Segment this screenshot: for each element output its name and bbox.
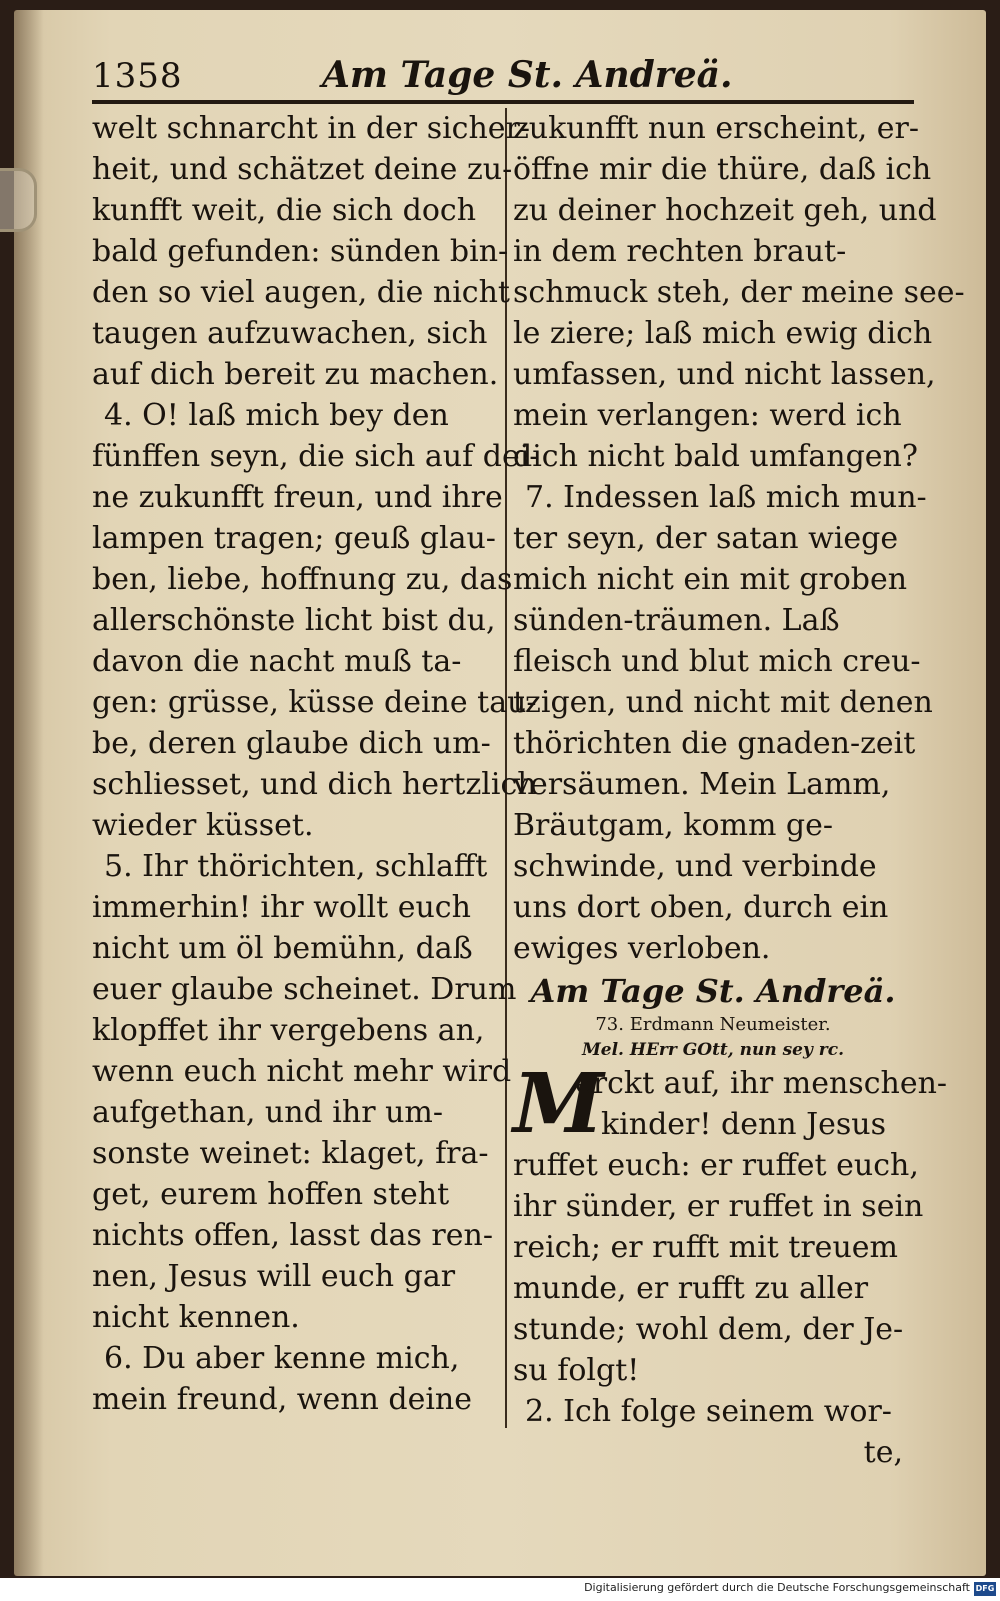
text-line: stunde; wohl dem, der Je- xyxy=(513,1312,904,1347)
text-line: allerschönste licht bist du, xyxy=(92,603,496,638)
text-line: aufgethan, und ihr um- xyxy=(92,1095,444,1130)
header-rule xyxy=(92,100,914,104)
text-line: schmuck steh, der meine see- xyxy=(513,275,965,310)
text-line: immerhin! ihr wollt euch xyxy=(92,890,471,925)
drop-cap: M xyxy=(513,1056,604,1152)
text-line: heit, und schätzet deine zu- xyxy=(92,152,513,187)
text-line: gen: grüsse, küsse deine tau- xyxy=(92,685,537,720)
page-clip xyxy=(0,168,37,232)
text-line: ter seyn, der satan wiege xyxy=(513,521,899,556)
text-line: in dem rechten braut- xyxy=(513,234,847,269)
text-line: wieder küsset. xyxy=(92,808,314,843)
text-line: ne zukunfft freun, und ihre xyxy=(92,480,503,515)
text-line: euer glaube scheinet. Drum xyxy=(92,972,517,1007)
text-line: bald gefunden: sünden bin- xyxy=(92,234,509,269)
text-line: mein freund, wenn deine xyxy=(92,1382,473,1417)
verse-7-start: 7. Indessen laß mich mun- xyxy=(525,480,927,515)
text-line: welt schnarcht in der sicher- xyxy=(92,111,531,146)
text-line: sünden-träumen. Laß xyxy=(513,603,840,638)
text-line: thörichten die gnaden-zeit xyxy=(513,726,916,761)
text-line: auf dich bereit zu machen. xyxy=(92,357,499,392)
text-line: kinder! denn Jesus xyxy=(601,1107,887,1142)
text-line: sonste weinet: klaget, fra- xyxy=(92,1136,489,1171)
digitization-credit: Digitalisierung gefördert durch die Deutsche Forschungsgemeinschaft xyxy=(584,1581,970,1594)
text-line: munde, er rufft zu aller xyxy=(513,1271,869,1306)
text-line: nen, Jesus will euch gar xyxy=(92,1259,456,1294)
text-line: Bräutgam, komm ge- xyxy=(513,808,834,843)
text-line: ruffet euch: er ruffet euch, xyxy=(513,1148,919,1183)
verse-6-start: 6. Du aber kenne mich, xyxy=(104,1341,460,1376)
text-line: klopffet ihr vergebens an, xyxy=(92,1013,485,1048)
text-line: ewiges verloben. xyxy=(513,931,771,966)
hymn-title: Am Tage St. Andreä. xyxy=(530,972,896,1010)
text-line: versäumen. Mein Lamm, xyxy=(513,767,891,802)
text-line: mich nicht ein mit groben xyxy=(513,562,908,597)
page-gutter-shadow xyxy=(14,10,44,1576)
text-line: tzigen, und nicht mit denen xyxy=(513,685,933,720)
text-line: wenn euch nicht mehr wird xyxy=(92,1054,512,1089)
text-line: öffne mir die thüre, daß ich xyxy=(513,152,932,187)
page-number: 1358 xyxy=(92,56,183,96)
text-line: get, eurem hoffen steht xyxy=(92,1177,450,1212)
text-line: umfassen, und nicht lassen, xyxy=(513,357,936,392)
page-header xyxy=(92,52,912,100)
right-column xyxy=(513,108,965,1473)
text-line: uns dort oben, durch ein xyxy=(513,890,889,925)
text-line: ben, liebe, hoffnung zu, das xyxy=(92,562,513,597)
text-line: nichts offen, lasst das ren- xyxy=(92,1218,493,1253)
text-line: erckt auf, ihr menschen- xyxy=(575,1066,948,1101)
running-head: Am Tage St. Andreä. xyxy=(322,54,733,96)
text-line: schwinde, und verbinde xyxy=(513,849,877,884)
verse-2-start: 2. Ich folge seinem wor- xyxy=(525,1394,892,1429)
text-line: mein verlangen: werd ich xyxy=(513,398,902,433)
text-line: su folgt! xyxy=(513,1353,640,1388)
verse-5-start: 5. Ihr thörichten, schlafft xyxy=(104,849,488,884)
dfg-logo: DFG xyxy=(974,1582,996,1596)
hymn-author: 73. Erdmann Neumeister. xyxy=(595,1014,831,1035)
catchword: te, xyxy=(863,1435,903,1470)
text-line: be, deren glaube dich um- xyxy=(92,726,491,761)
text-line: nicht kennen. xyxy=(92,1300,300,1335)
text-line: fleisch und blut mich creu- xyxy=(513,644,921,679)
text-line: ihr sünder, er ruffet in sein xyxy=(513,1189,924,1224)
text-line: le ziere; laß mich ewig dich xyxy=(513,316,933,351)
text-line: taugen aufzuwachen, sich xyxy=(92,316,488,351)
hymn-opening xyxy=(513,1056,948,1152)
left-column xyxy=(92,108,540,1420)
verse-4-start: 4. O! laß mich bey den xyxy=(104,398,449,433)
text-line: dich nicht bald umfangen? xyxy=(513,439,918,474)
text-line: nicht um öl bemühn, daß xyxy=(92,931,473,966)
text-line: reich; er rufft mit treuem xyxy=(513,1230,898,1265)
footer-bar xyxy=(0,1578,1000,1601)
text-line: zukunfft nun erscheint, er- xyxy=(513,111,919,146)
hymn-melody: Mel. HErr GOtt, nun sey rc. xyxy=(581,1040,845,1060)
text-line: fünffen seyn, die sich auf dei- xyxy=(92,439,540,474)
text-line: zu deiner hochzeit geh, und xyxy=(513,193,937,228)
text-line: den so viel augen, die nicht xyxy=(92,275,510,310)
text-line: schliesset, und dich hertzlich xyxy=(92,767,537,802)
text-line: lampen tragen; geuß glau- xyxy=(92,521,496,556)
text-line: kunfft weit, die sich doch xyxy=(92,193,477,228)
text-line: davon die nacht muß ta- xyxy=(92,644,462,679)
